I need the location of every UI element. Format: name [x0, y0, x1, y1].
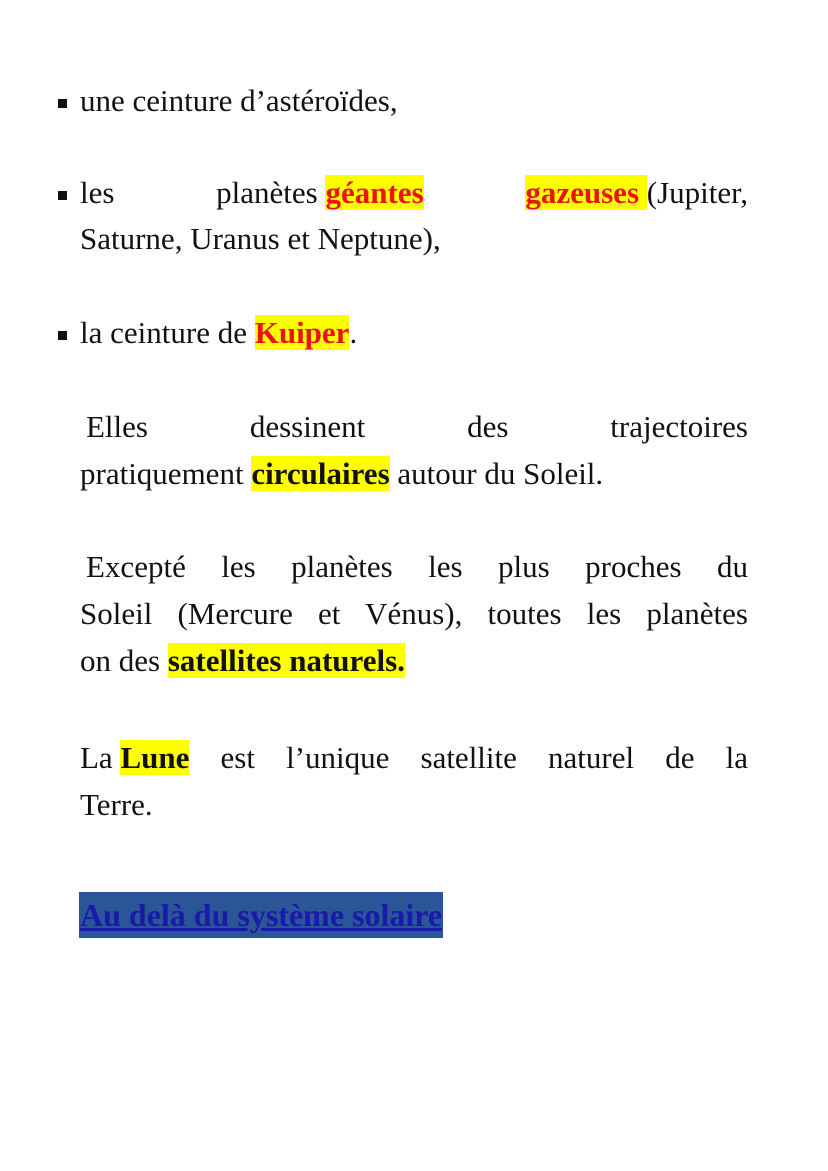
highlight-period: .: [397, 643, 405, 678]
text-on-des: on des: [80, 643, 161, 678]
bullet-item-gas-giants: [58, 170, 750, 264]
paragraph-moon: [80, 734, 748, 828]
word: des: [467, 409, 509, 444]
para-line-2: Terre.: [80, 787, 153, 822]
highlight-kuiper: Kuiper: [254, 315, 350, 350]
para-line-1: [80, 543, 748, 590]
highlight-gazeuses: gazeuses: [525, 175, 640, 210]
highlight-geantes: géantes: [325, 175, 424, 210]
square-bullet-icon: [58, 191, 67, 200]
bullet-item-kuiper-belt: [58, 310, 750, 356]
para-line-1: [80, 734, 748, 781]
word: plus: [498, 549, 550, 584]
bullet-line-1: [80, 170, 748, 216]
word: planètes: [291, 549, 393, 584]
bullet-text: une ceinture d’astéroïdes,: [80, 83, 398, 118]
word-la: La: [80, 740, 113, 775]
bullet-item-asteroid-belt: [58, 78, 750, 124]
word: satellite: [420, 740, 517, 775]
bullet-text: [80, 170, 748, 262]
word: naturel: [548, 740, 635, 775]
heading-beyond-solar-system-link[interactable]: Au delà du système solaire: [79, 892, 443, 938]
word: du: [717, 549, 748, 584]
word: trajectoires: [610, 409, 748, 444]
word-la-lune: [80, 734, 189, 781]
highlight-lune: Lune: [120, 740, 190, 775]
square-bullet-icon: [58, 99, 67, 108]
highlight-satellites-naturels: [168, 643, 405, 678]
word-les: les: [80, 175, 115, 210]
kuiper-after: .: [349, 315, 358, 350]
word-planetes: [216, 170, 423, 216]
bullet-line-2: Saturne, Uranus et Neptune),: [80, 221, 441, 256]
bullet-text: [80, 310, 748, 356]
highlight-circulaires: circulaires: [251, 456, 390, 491]
para-line-3: [80, 637, 748, 684]
para-line-2: [80, 450, 748, 497]
word: est: [220, 740, 255, 775]
square-bullet-icon: [58, 331, 67, 340]
highlight-satellites-text: satellites naturels: [167, 643, 398, 678]
word-planetes-text: planètes: [216, 175, 318, 210]
highlight-gazeuses-wrap: [525, 170, 748, 216]
word: l’unique: [286, 740, 390, 775]
text-autour: autour du Soleil.: [397, 456, 604, 491]
word: dessinent: [249, 409, 366, 444]
paragraph-orbits: [80, 403, 748, 497]
word-jupiter: (Jupiter,: [646, 175, 748, 210]
word: Excepté: [86, 549, 186, 584]
para-line-2: Soleil (Mercure et Vénus), toutes les planètes: [80, 596, 748, 631]
word: les: [428, 549, 463, 584]
word: les: [221, 549, 256, 584]
word: la: [725, 740, 748, 775]
kuiper-before: la ceinture de: [80, 315, 247, 350]
paragraph-satellites: [80, 543, 748, 684]
word: de: [665, 740, 695, 775]
word: Elles: [86, 409, 148, 444]
word: proches: [585, 549, 682, 584]
highlight-gap: [639, 175, 647, 210]
para-line-1: [80, 403, 748, 450]
text-pratiquement: pratiquement: [80, 456, 244, 491]
